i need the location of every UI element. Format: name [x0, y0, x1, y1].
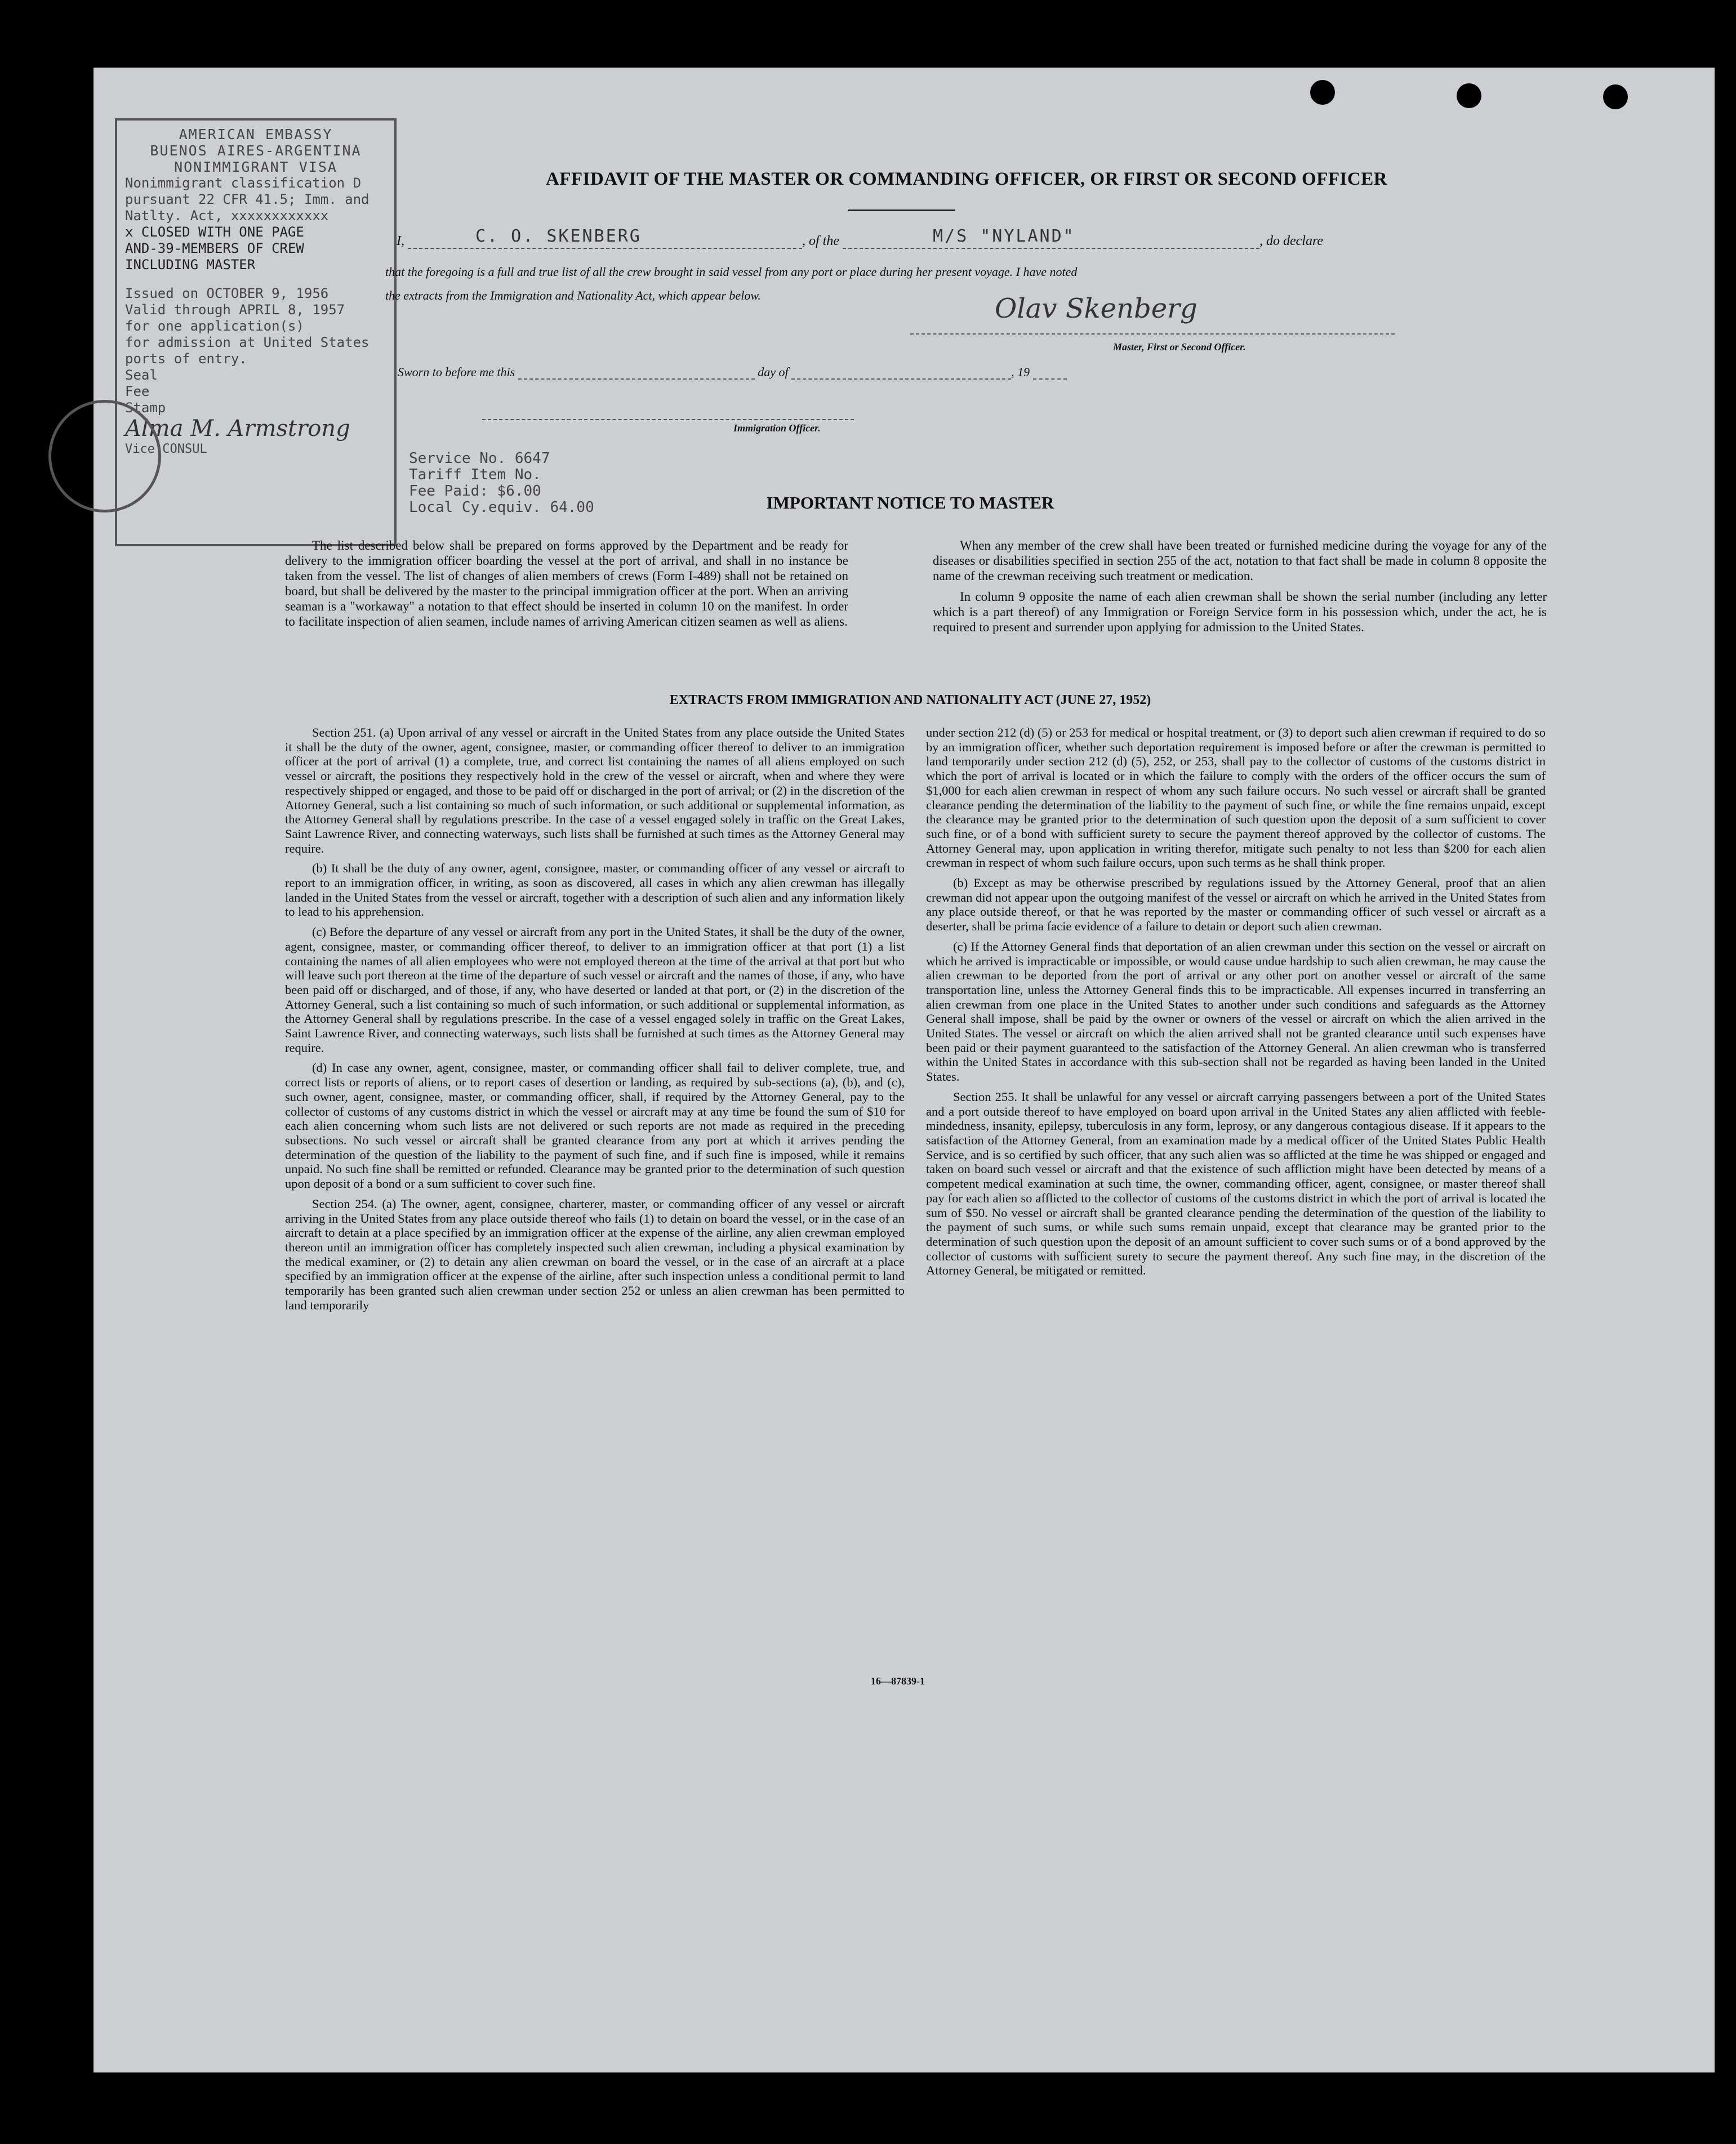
section-251b: (b) It shall be the duty of any owner, agent, consignee, master, or commanding officer of any vessel or aircraft to report to an immigration officer, in writing, as soon as discovered, all cases in which any alien crewman has illegally landed in the United States from the vessel or aircraft, together with a description of such alien and any information likely to lead to his apprehension. [285, 861, 905, 919]
extracts-right-column [926, 725, 1546, 1278]
notice-paragraph: The list described below shall be prepared on forms approved by the Department and be ready for delivery to the immigration officer boarding the vessel at the port of arrival, and shall in no instance be taken from the vessel. The list of changes of alien members of crews (Form I-489) shall not be retained on board, but shall be delivered by the master to the principal immigration officer at the port. When an arriving seaman is a "workaway" a notation to that effect should be inserted in column 10 on the manifest. In order to facilitate inspection of alien seamen, include names of arriving American citizen seamen as well as aliens. [285, 538, 848, 629]
sworn-line [398, 365, 1067, 380]
section-254b: (b) Except as may be otherwise prescribed by regulations issued by the Attorney General, proof that an alien crewman did not appear upon the outgoing manifest of the vessel or aircraft on which he arrived in the United States from any place outside thereof, or that he was reported by the master or commanding officer of such vessel or aircraft as a deserter, shall be prima facie evidence of a failure to detain or deport such alien crewman. [926, 876, 1546, 934]
stamp-seal-label: Seal [125, 367, 158, 383]
stamp-note-3: INCLUDING MASTER [125, 257, 256, 273]
consul-title: Vice CONSUL [125, 442, 207, 456]
extracts-left-column [285, 725, 905, 1312]
section-254a: Section 254. (a) The owner, agent, consignee, charterer, master, or commanding officer of any vessel or aircraft arriving in the United States from any place outside thereof who fails (1) to detain on board the vessel, or in the case of an aircraft to detain at a place specified by an immigration officer at the expense of the airline, any alien crewman employed thereon until an immigration officer has completely inspected such alien crewman, including a physical examination by the medical examiner, or (2) to detain any alien crewman on board the vessel, or in the case of an aircraft at a place specified by an immigration officer at the expense of the airline, after such inspection unless a conditional permit to land temporarily has been granted such alien crewman under section 252 or unless an alien crewman has been permitted to land temporarily [285, 1196, 905, 1312]
stamp-note-2: AND-39-MEMBERS OF CREW [125, 240, 304, 256]
section-251c: (c) Before the departure of any vessel or aircraft from any port in the United States, it shall be the duty of the owner, agent, consignee, master, or commanding officer thereof, to deliver to an immigration officer at that port (1) a list containing the names of all alien employees who were not employed thereon at the time of the arrival at that port but who will leave such port thereon at the time of the departure of such vessel or aircraft and the names of those, if any, who have been paid off or discharged, and of those, if any, who have deserted or landed at that port, or (2) in the discretion of the Attorney General, such a list containing so much of such information, or such additional or supplemental information, as the Attorney General shall by regulations prescribe. In the case of a vessel engaged solely in traffic on the Great Lakes, Saint Lawrence River, and connecting waterways, such lists shall be furnished at such times as the Attorney General may require. [285, 925, 905, 1055]
embassy-seal [48, 400, 161, 512]
sworn-day-field [518, 365, 755, 380]
section-255: Section 255. It shall be unlawful for any vessel or aircraft carrying passengers between a port of the United States and a port outside thereof to have employed on board upon arrival in the United States any alien afflicted with feeble-mindedness, insanity, epilepsy, tuberculosis in any form, leprosy, or any dangerous contagious disease. If it appears to the satisfaction of the Attorney General, from an examination made by a medical officer of the United States Public Health Service, and is so certified by such officer, that any such alien was so afflicted at the time he was shipped or engaged and taken on board such vessel or aircraft and that the existence of such affliction might have been detected by means of a competent medical examination at such time, the owner, commanding officer, agent, consignee, or master thereof shall pay for each alien so afflicted to the collector of customs of the customs district in which the port of arrival is located the sum of $50. No vessel or aircraft shall be granted clearance pending the determination of the question of the liability to the payment of such sums, or while such sums remain unpaid, except that clearance may be granted prior to the determination of such question upon the deposit of an amount sufficient to cover such sums or of a bond approved by the collector of customs with sufficient surety to secure the payment thereof. Any such fine may, in the discretion of the Attorney General, be mitigated or remitted. [926, 1089, 1546, 1278]
notice-right [933, 538, 1547, 635]
stamp-issued: Issued on OCTOBER 9, 1956 [125, 286, 329, 301]
name-field [408, 226, 802, 249]
stamp-cfr: pursuant 22 CFR 41.5; Imm. and [125, 191, 370, 207]
consul-signature: Alma M. Armstrong [125, 416, 350, 442]
declaration-text: that the foregoing is a full and true list of all the crew brought in said vessel from any port or place during her present voyage. I have noted [385, 265, 1078, 279]
notice-left [285, 538, 848, 629]
stamp-embassy: AMERICAN EMBASSY [179, 126, 333, 142]
master-signature: Olav Skenberg [995, 293, 1198, 324]
stamp-fee-label: Fee [125, 384, 150, 399]
punch-hole [1603, 84, 1628, 109]
stamp-city: BUENOS AIRES-ARGENTINA [150, 142, 362, 159]
master-label: Master, First or Second Officer. [1113, 341, 1246, 353]
extracts-note: the extracts from the Immigration and Nationality Act, which appear below. [385, 288, 761, 302]
affidavit-title: AFFIDAVIT OF THE MASTER OR COMMANDING OFFICER, OR FIRST OR SECOND OFFICER [545, 169, 1388, 189]
fee-paid: Fee Paid: $6.00 [409, 483, 541, 500]
notice-paragraph: When any member of the crew shall have been treated or furnished medicine during the voyage for any of the diseases or disabilities specified in section 255 of the act, notation to that fact shall be made in column 8 opposite the name of the crewman receiving such treatment or medication. [933, 538, 1547, 583]
of-the-label: , of the [802, 234, 839, 248]
title-rule [848, 210, 955, 211]
year-label: , 19 [1011, 365, 1030, 379]
service-number: Service No. 6647 [409, 450, 550, 467]
stamp-act: Natlty. Act, xxxxxxxxxxxx [125, 208, 329, 224]
notice-title: IMPORTANT NOTICE TO MASTER [766, 493, 1054, 512]
visa-stamp [115, 118, 397, 546]
declaration-line [397, 226, 1324, 249]
stamp-for: for one application(s) [125, 318, 304, 334]
vessel-field [843, 226, 1259, 249]
do-declare-label: , do declare [1259, 234, 1324, 248]
i-label: I, [397, 234, 404, 248]
tariff-item: Tariff Item No. [409, 466, 541, 483]
day-of-label: day of [758, 365, 789, 379]
signature-line [910, 320, 1395, 335]
punch-hole [1310, 80, 1335, 105]
sworn-month-field [791, 365, 1011, 380]
stamp-admission: for admission at United States [125, 335, 370, 350]
extracts-title: EXTRACTS FROM IMMIGRATION AND NATIONALITY ACT (JUNE 27, 1952) [669, 693, 1151, 707]
punch-hole [1457, 83, 1481, 108]
section-254a-cont: under section 212 (d) (5) or 253 for medical or hospital treatment, or (3) to deport such alien crewman if required to do so by an immigration officer, whether such deportation requirement is imposed before or after the crewman is permitted to land temporarily under section 212 (d) (5), 252, or 253, shall pay to the collector of customs of the customs district in which the port of arrival is located or in which the failure to comply with the orders of the officer occurs the sum of $1,000 for each alien crewman in respect of whom any such failure occurs. No such vessel or aircraft shall be granted clearance pending the determination of the liability to the payment of such fine, or while the fine remains unpaid, except the clearance may be granted prior to the determination of such question upon the deposit of a sum sufficient to cover such fine, or of a bond with sufficient surety to secure the payment thereof approved by the collector of customs. The Attorney General may, upon application in writing therefor, mitigate such penalty to not less than $200 for each alien crewman in respect of whom such failure occurs, upon such terms as he shall think proper. [926, 725, 1546, 870]
notice-paragraph: In column 9 opposite the name of each alien crewman shall be shown the serial number (including any letter which is a part thereof) of any Immigration or Foreign Service form in his possession which, under the act, he is required to present and surrender upon applying for admission to the United States. [933, 590, 1547, 634]
section-251a: Section 251. (a) Upon arrival of any vessel or aircraft in the United States from any place outside the United States it shall be the duty of the owner, agent, consignee, master, or commanding officer thereof to deliver to an immigration officer at the port of arrival (1) a complete, true, and correct list containing the names of all aliens employed on such vessel or aircraft, the positions they respectively hold in the crew of the vessel or aircraft, when and where they were respectively shipped or engaged, and those to be paid off or discharged in the port of arrival; or (2) in the discretion of the Attorney General, such a list containing so much of such information, or such additional or supplemental information, as the Attorney General shall by regulations prescribe. In the case of a vessel engaged solely in traffic on the Great Lakes, Saint Lawrence River, and connecting waterways, such lists shall be furnished at such times as the Attorney General may require. [285, 725, 905, 855]
officer-label: Immigration Officer. [733, 422, 821, 434]
sworn-label: Sworn to before me this [398, 365, 515, 379]
document-page [94, 68, 1715, 2072]
stamp-visa-type: NONIMMIGRANT VISA [174, 159, 337, 175]
fees-block [409, 451, 594, 516]
sworn-year-field [1033, 365, 1067, 380]
vessel-name: M/S "NYLAND" [933, 226, 1075, 246]
stamp-stamp-label: Stamp [125, 400, 166, 416]
form-code: 16—87839-1 [871, 1675, 925, 1687]
stamp-valid: Valid through APRIL 8, 1957 [125, 302, 345, 318]
stamp-ports: ports of entry. [125, 351, 247, 367]
section-251d: (d) In case any owner, agent, consignee, master, or commanding officer shall fail to deliver complete, true, and correct lists or reports of aliens, or to report cases of desertion or landing, as required by sub-sections (a), (b), and (c), such owner, agent, consignee, master, or commanding officer, shall, if required by the Attorney General, pay to the collector of customs of any customs district in which the vessel or aircraft may at any time be found the sum of $10 for each alien concerning whom such lists are not delivered or such reports are not made as required in the preceding subsections. No such vessel or aircraft shall be granted clearance from any port at which it arrives pending the determination of the question of the liability to the payment of such fine, and if such fine is imposed, while it remains unpaid. No such fine shall be remitted or refunded. Clearance may be granted prior to the determination of such question upon deposit of a bond or a sum sufficient to cover such fine. [285, 1060, 905, 1191]
local-currency: Local Cy.equiv. 64.00 [409, 499, 594, 516]
section-254c: (c) If the Attorney General finds that deportation of an alien crewman under this section on the vessel or aircraft on which he arrived is impracticable or impossible, or would cause undue hardship to such alien crewman, he may cause the alien crewman to be deported from the port of arrival or any other port on another vessel or aircraft of the same transportation line, unless the Attorney General finds this to be impracticable. All expenses incurred in transferring an alien crewman from one place in the United States to another under such conditions and safeguards as the Attorney General shall impose, shall be paid by the owner or owners of the vessel or aircraft on which the alien arrived in the United States. The vessel or aircraft on which the alien arrived shall not be granted clearance until such expenses have been paid or their payment guaranteed to the satisfaction of the Attorney General. An alien crewman who is transferred within the United States in accordance with this sub-section shall not be regarded as having been landed in the United States. [926, 939, 1546, 1084]
master-name: C. O. SKENBERG [475, 226, 642, 246]
officer-line [482, 405, 854, 420]
stamp-note-1: x CLOSED WITH ONE PAGE [125, 224, 304, 240]
stamp-classification: Nonimmigrant classification D [125, 175, 362, 191]
